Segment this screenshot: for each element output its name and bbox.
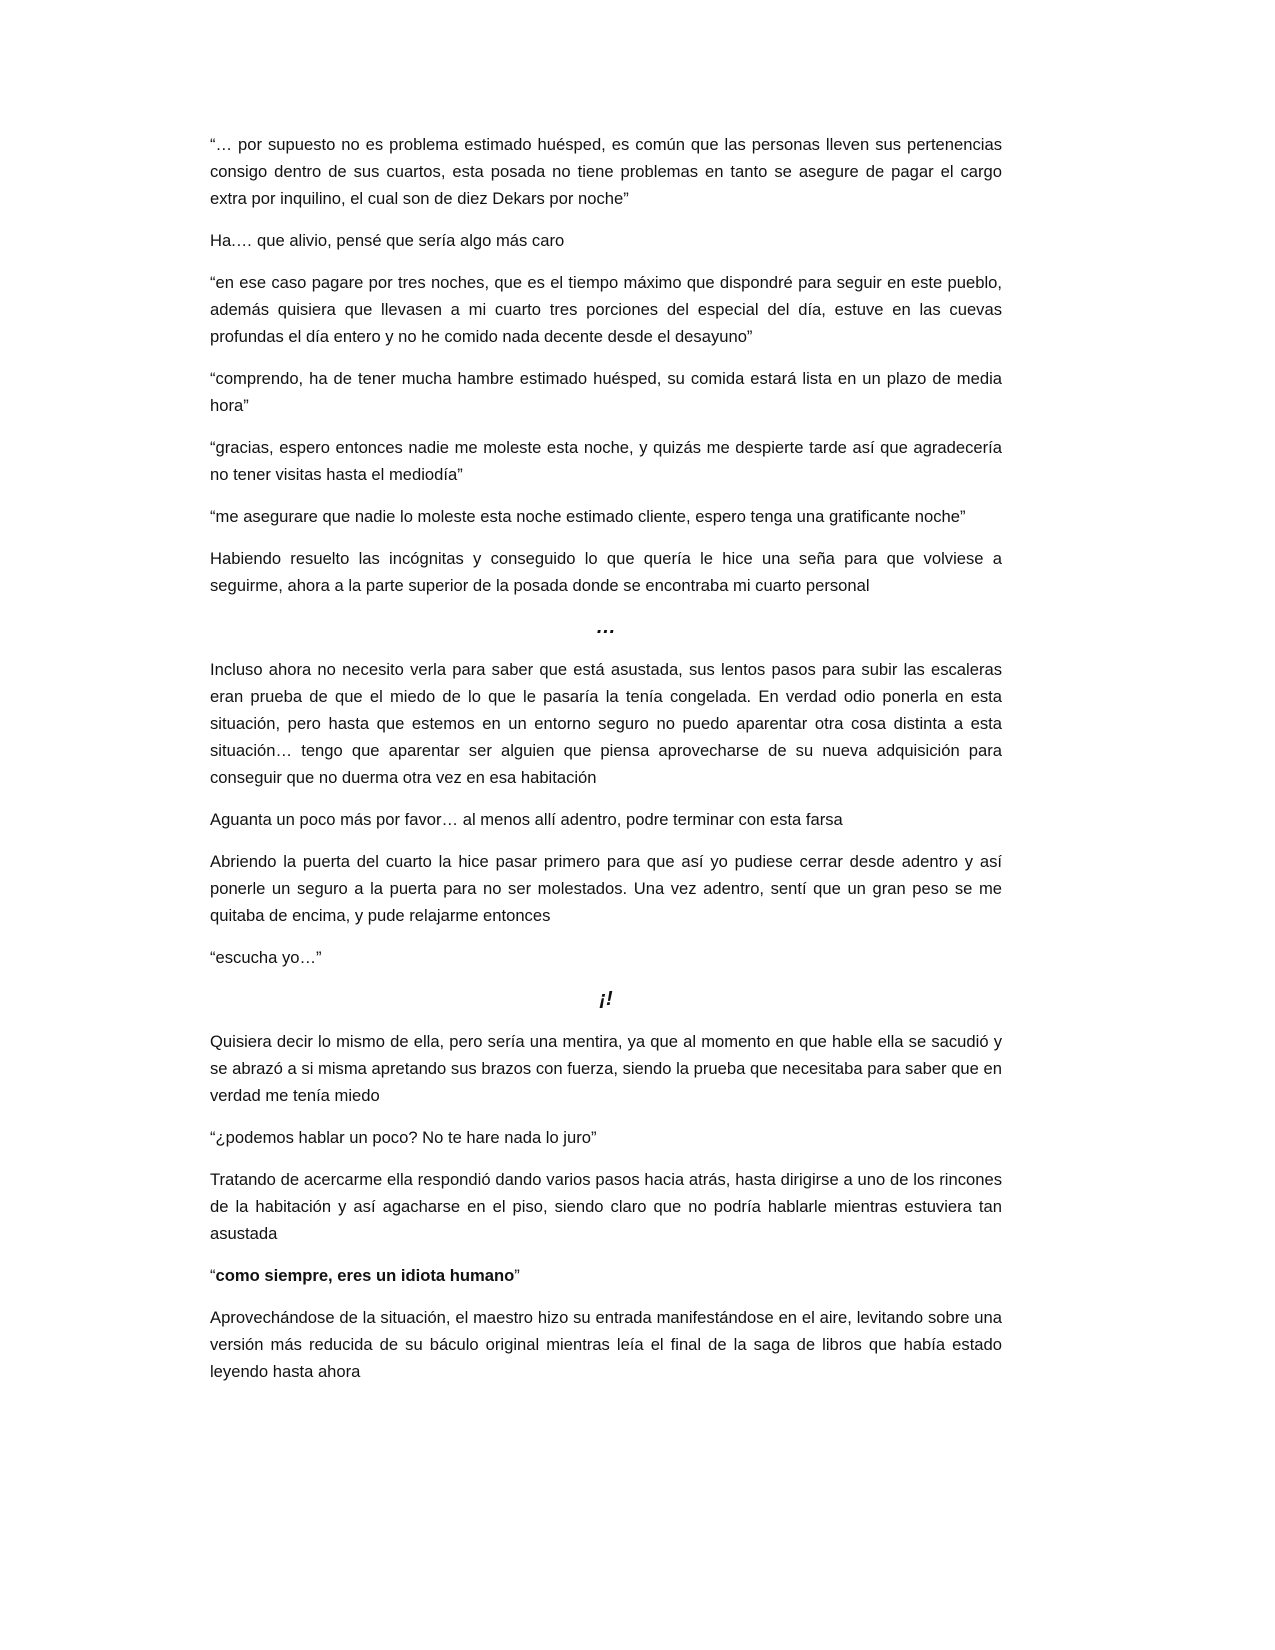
paragraph: Incluso ahora no necesito verla para saber que está asustada, sus lentos pasos para subir las escaleras eran prueba de que el miedo de lo que le pasaría la tenía congelada. En verdad odio ponerla en esta situación, pero hasta que estemos en un entorno seguro no puedo aparentar otra cosa distinta a esta situación… tengo que aparentar ser alguien que piensa aprovecharse de su nueva adquisición para conseguir que no duerma otra vez en esa habitación — [210, 660, 1002, 787]
paragraph: Quisiera decir lo mismo de ella, pero sería una mentira, ya que al momento en que hable ella se sacudió y se abrazó a si misma apretando sus brazos con fuerza, siendo la prueba que necesitaba para saber que en verdad me tenía miedo — [210, 1032, 1002, 1105]
paragraph: “en ese caso pagare por tres noches, que es el tiempo máximo que dispondré para seguir en este pueblo, además quisiera que llevasen a mi cuarto tres porciones del especial del día, estuve en las cuevas profundas el día entero y no he comido nada decente desde el desayuno” — [210, 273, 1002, 346]
exclamation-separator: ¡! — [599, 988, 613, 1010]
paragraph: Tratando de acercarme ella respondió dando varios pasos hacia atrás, hasta dirigirse a uno de los rincones de la habitación y así agacharse en el piso, siendo claro que no podría hablarle mientras estuviera tan asustada — [210, 1170, 1002, 1243]
paragraph: “gracias, espero entonces nadie me moleste esta noche, y quizás me despierte tarde así que agradecería no tener visitas hasta el mediodía” — [210, 438, 1002, 484]
paragraph: Aprovechándose de la situación, el maestro hizo su entrada manifestándose en el aire, levitando sobre una versión más reducida de su báculo original mientras leía el final de la saga de libros que había estado leyendo hasta ahora — [210, 1308, 1002, 1381]
paragraph: “me asegurare que nadie lo moleste esta noche estimado cliente, espero tenga una gratificante noche” — [210, 507, 966, 526]
paragraph: Habiendo resuelto las incógnitas y conseguido lo que quería le hice una seña para que volviese a seguirme, ahora a la parte superior de la posada donde se encontraba mi cuarto personal — [210, 549, 1002, 595]
paragraph: Aguanta un poco más por favor… al menos allí adentro, podre terminar con esta farsa — [210, 810, 843, 829]
quote-open: “ — [210, 1266, 216, 1285]
document-page — [210, 131, 1002, 1400]
paragraph: “escucha yo…” — [210, 948, 322, 967]
scene-separator: … — [596, 616, 616, 638]
paragraph: Ha.… que alivio, pensé que sería algo más caro — [210, 231, 565, 250]
quote-close: ” — [514, 1266, 520, 1285]
bold-quote-text: como siempre, eres un idiota humano — [215, 1266, 515, 1285]
paragraph: Abriendo la puerta del cuarto la hice pasar primero para que así yo pudiese cerrar desde adentro y así ponerle un seguro a la puerta para no ser molestados. Una vez adentro, sentí que un gran peso se me quitaba de encima, y pude relajarme entonces — [210, 852, 1002, 925]
paragraph: “¿podemos hablar un poco? No te hare nada lo juro” — [210, 1128, 597, 1147]
paragraph: “comprendo, ha de tener mucha hambre estimado huésped, su comida estará lista en un plazo de media hora” — [210, 369, 1002, 415]
paragraph: “… por supuesto no es problema estimado huésped, es común que las personas lleven sus pertenencias consigo dentro de sus cuartos, esta posada no tiene problemas en tanto se asegure de pagar el cargo extra por inquilino, el cual son de diez Dekars por noche” — [210, 135, 1002, 208]
bold-quote-paragraph — [210, 1262, 1002, 1289]
